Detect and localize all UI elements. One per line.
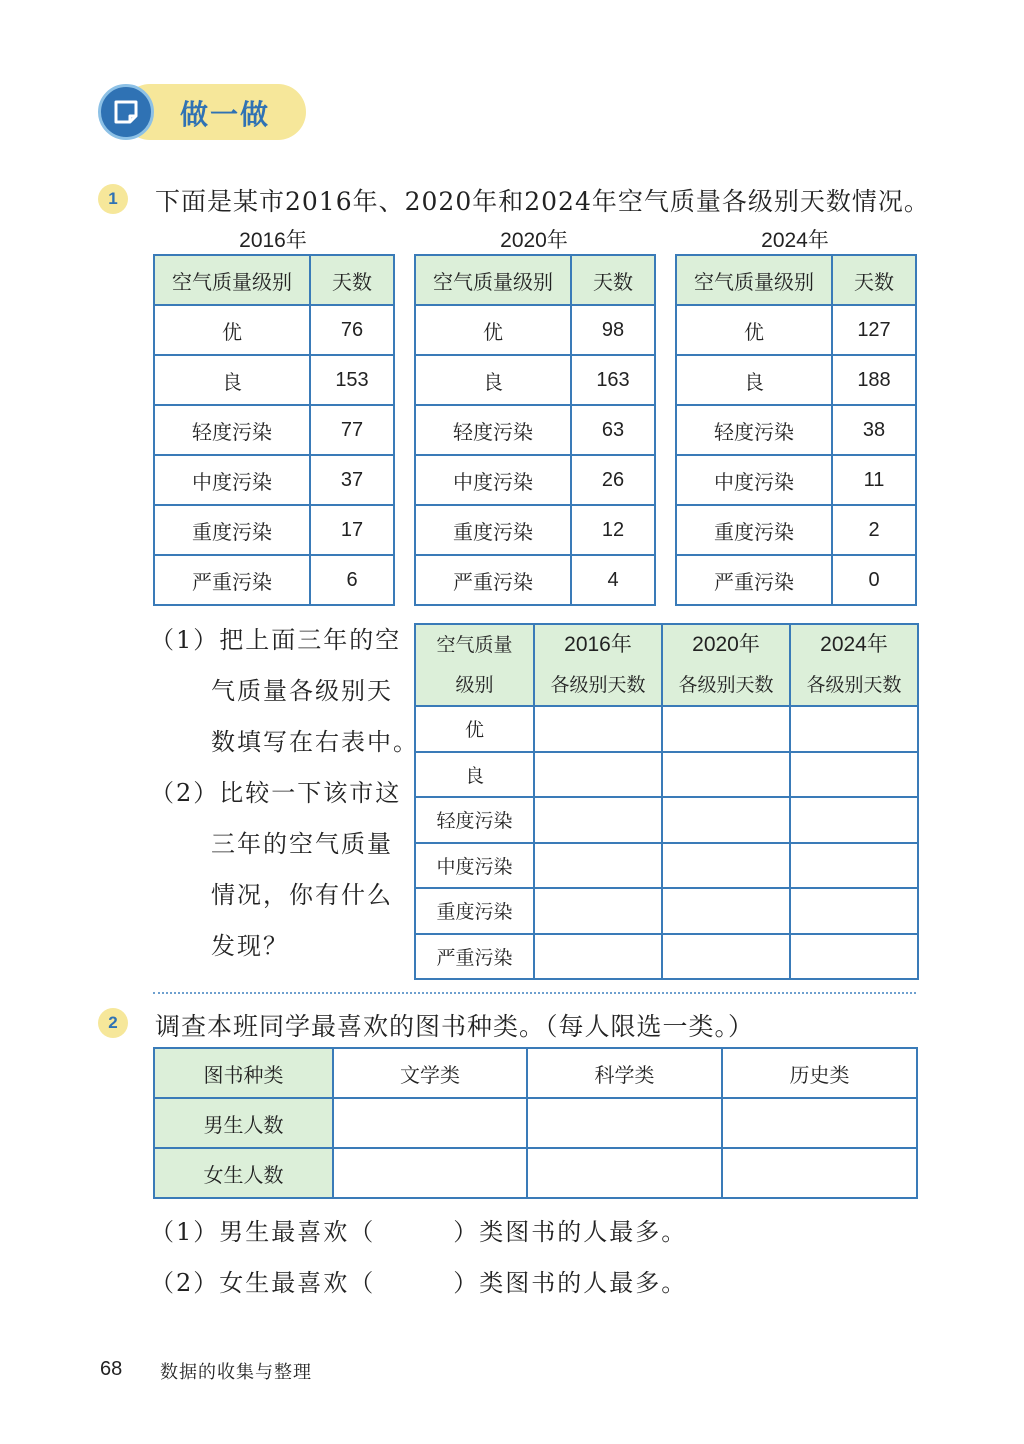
table-row [415, 934, 918, 980]
pencil-square-icon [98, 84, 154, 140]
blank-cell[interactable] [534, 843, 662, 889]
table-row [154, 305, 394, 355]
level-cell: 严重污染 [676, 555, 832, 605]
level-cell: 严重污染 [415, 555, 571, 605]
days-cell: 76 [310, 305, 394, 355]
header-level [415, 624, 534, 706]
sub-question-1-line1: （1）把上面三年的空 [150, 626, 402, 654]
blank-cell[interactable] [662, 934, 790, 980]
table-caption-2020: 2020年 [500, 229, 568, 252]
table-row [415, 355, 655, 405]
air-quality-table-2024 [675, 254, 917, 606]
days-cell: 127 [832, 305, 916, 355]
level-cell: 中度污染 [154, 455, 310, 505]
blank-cell[interactable] [534, 797, 662, 843]
section-divider [153, 992, 916, 994]
table-row [415, 843, 918, 889]
blank-cell[interactable] [662, 797, 790, 843]
level-cell: 优 [415, 305, 571, 355]
blank-cell[interactable] [790, 843, 918, 889]
q2-sub-question-1: （1）男生最喜欢（ ）类图书的人最多。 [150, 1218, 688, 1246]
header-book-type: 图书种类 [154, 1048, 333, 1098]
sub-question-2-line2: 三年的空气质量 [211, 830, 393, 858]
level-cell: 良 [676, 355, 832, 405]
header-days: 天数 [310, 255, 394, 305]
header-year: 2024年 [820, 633, 888, 656]
header-level: 空气质量级别 [154, 255, 310, 305]
days-cell: 6 [310, 555, 394, 605]
level-cell: 中度污染 [415, 455, 571, 505]
blank-cell[interactable] [534, 934, 662, 980]
header-level-line2: 级别 [455, 674, 494, 696]
days-cell: 12 [571, 505, 655, 555]
table-row [154, 1148, 917, 1198]
header-year-2016 [534, 624, 662, 706]
days-cell: 0 [832, 555, 916, 605]
table-row [154, 1098, 917, 1148]
header-category: 历史类 [722, 1048, 917, 1098]
level-cell: 重度污染 [415, 888, 534, 934]
table-row [415, 455, 655, 505]
question-number-2: 2 [98, 1008, 128, 1038]
table-row [154, 405, 394, 455]
air-quality-table-2016 [153, 254, 395, 606]
days-cell: 37 [310, 455, 394, 505]
blank-cell[interactable] [790, 934, 918, 980]
level-cell: 优 [415, 706, 534, 752]
blank-cell[interactable] [527, 1098, 722, 1148]
level-cell: 中度污染 [415, 843, 534, 889]
chapter-title: 数据的收集与整理 [160, 1362, 312, 1383]
days-cell: 163 [571, 355, 655, 405]
blank-cell[interactable] [527, 1148, 722, 1198]
level-cell: 重度污染 [154, 505, 310, 555]
blank-cell[interactable] [333, 1148, 527, 1198]
days-cell: 38 [832, 405, 916, 455]
table-row [154, 555, 394, 605]
section-title: 做一做 [180, 98, 271, 131]
level-cell: 重度污染 [415, 505, 571, 555]
table-row [415, 752, 918, 798]
days-cell: 153 [310, 355, 394, 405]
level-cell: 轻度污染 [676, 405, 832, 455]
question-2-text: 调查本班同学最喜欢的图书种类。（每人限选一类。） [155, 1012, 755, 1041]
level-cell: 优 [154, 305, 310, 355]
days-cell: 4 [571, 555, 655, 605]
header-year-2020 [662, 624, 790, 706]
level-cell: 良 [154, 355, 310, 405]
air-quality-table-2020 [414, 254, 656, 606]
header-year-sub: 各级别天数 [806, 674, 902, 696]
section-badge [98, 84, 306, 140]
table-row [415, 797, 918, 843]
blank-cell[interactable] [790, 706, 918, 752]
days-cell: 11 [832, 455, 916, 505]
header-year: 2020年 [692, 633, 760, 656]
row-label-girls: 女生人数 [154, 1148, 333, 1198]
header-year-sub: 各级别天数 [678, 674, 774, 696]
blank-cell[interactable] [333, 1098, 527, 1148]
days-cell: 77 [310, 405, 394, 455]
blank-cell[interactable] [662, 888, 790, 934]
header-category: 科学类 [527, 1048, 722, 1098]
header-days: 天数 [832, 255, 916, 305]
header-level: 空气质量级别 [415, 255, 571, 305]
sub-question-2-line3: 情况，你有什么 [211, 881, 393, 909]
header-year: 2016年 [564, 633, 632, 656]
table-row [676, 405, 916, 455]
header-year-2024 [790, 624, 918, 706]
table-row [154, 505, 394, 555]
blank-cell[interactable] [662, 752, 790, 798]
header-level: 空气质量级别 [676, 255, 832, 305]
blank-cell[interactable] [534, 706, 662, 752]
sub-question-1-line2: 气质量各级别天 [211, 677, 393, 705]
sub-question-2-line1: （2）比较一下该市这 [150, 779, 402, 807]
level-cell: 轻度污染 [154, 405, 310, 455]
table-row [676, 305, 916, 355]
book-preference-table [153, 1047, 918, 1199]
question-1-text: 下面是某市2016年、2020年和2024年空气质量各级别天数情况。 [155, 187, 930, 216]
level-cell: 严重污染 [415, 934, 534, 980]
page-number: 68 [100, 1358, 123, 1380]
sub-question-1-line3: 数填写在右表中。 [211, 728, 419, 756]
days-cell: 26 [571, 455, 655, 505]
row-label-boys: 男生人数 [154, 1098, 333, 1148]
blank-cell[interactable] [790, 752, 918, 798]
table-row [154, 355, 394, 405]
level-cell: 良 [415, 355, 571, 405]
days-cell: 98 [571, 305, 655, 355]
table-row [415, 555, 655, 605]
level-cell: 轻度污染 [415, 797, 534, 843]
blank-cell[interactable] [722, 1098, 917, 1148]
blank-cell[interactable] [662, 843, 790, 889]
days-cell: 63 [571, 405, 655, 455]
table-row [676, 555, 916, 605]
combined-air-quality-table [414, 623, 919, 980]
blank-cell[interactable] [722, 1148, 917, 1198]
level-cell: 严重污染 [154, 555, 310, 605]
table-caption-2016: 2016年 [239, 229, 307, 252]
header-days: 天数 [571, 255, 655, 305]
blank-cell[interactable] [534, 752, 662, 798]
blank-cell[interactable] [790, 888, 918, 934]
table-row [415, 505, 655, 555]
blank-cell[interactable] [790, 797, 918, 843]
header-category: 文学类 [333, 1048, 527, 1098]
days-cell: 188 [832, 355, 916, 405]
level-cell: 优 [676, 305, 832, 355]
blank-cell[interactable] [534, 888, 662, 934]
table-row [415, 405, 655, 455]
table-row [154, 455, 394, 505]
header-level-line1: 空气质量 [436, 634, 513, 656]
blank-cell[interactable] [662, 706, 790, 752]
sub-question-2-line4: 发现？ [211, 932, 289, 960]
table-caption-2024: 2024年 [761, 229, 829, 252]
table-row [676, 355, 916, 405]
table-row [415, 706, 918, 752]
table-row [154, 1048, 917, 1098]
header-year-sub: 各级别天数 [550, 674, 646, 696]
question-number-1: 1 [98, 184, 128, 214]
days-cell: 17 [310, 505, 394, 555]
level-cell: 中度污染 [676, 455, 832, 505]
table-row [415, 305, 655, 355]
level-cell: 良 [415, 752, 534, 798]
level-cell: 轻度污染 [415, 405, 571, 455]
q2-sub-question-2: （2）女生最喜欢（ ）类图书的人最多。 [150, 1269, 688, 1297]
table-row [415, 888, 918, 934]
level-cell: 重度污染 [676, 505, 832, 555]
table-row [676, 455, 916, 505]
days-cell: 2 [832, 505, 916, 555]
table-row [676, 505, 916, 555]
